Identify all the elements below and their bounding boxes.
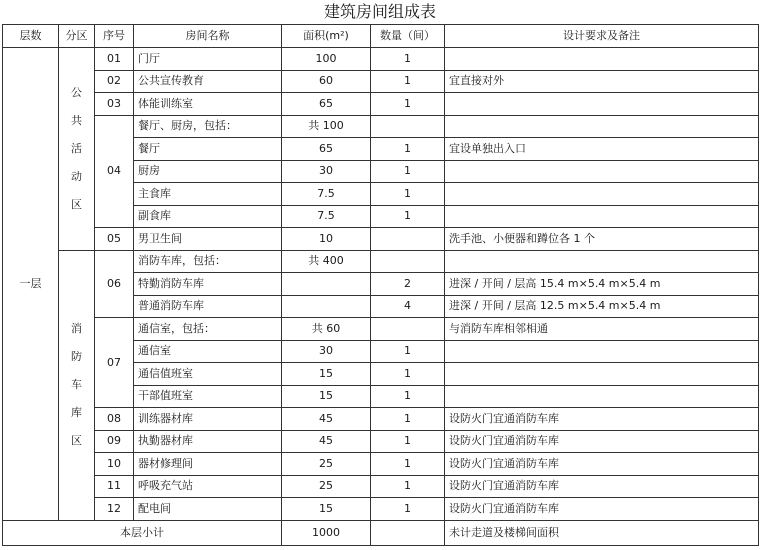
- room-cell: 通信室，包括：: [134, 318, 282, 341]
- area-cell: 45: [282, 408, 371, 431]
- req-cell: 设防火门宜通消防车库: [445, 475, 759, 498]
- room-cell: 特勤消防车库: [134, 273, 282, 296]
- area-cell: 共 60: [282, 318, 371, 341]
- req-cell: [445, 385, 759, 408]
- count-cell: 1: [371, 138, 445, 161]
- seq-cell: 12: [95, 498, 134, 521]
- area-cell: 15: [282, 385, 371, 408]
- table-row: [3, 408, 759, 431]
- room-cell: 训练器材库: [134, 408, 282, 431]
- req-cell: 设防火门宜通消防车库: [445, 408, 759, 431]
- req-cell: 进深 / 开间 / 层高 12.5 m×5.4 m×5.4 m: [445, 295, 759, 318]
- room-cell: 餐厅、厨房，包括：: [134, 115, 282, 138]
- room-table: [2, 24, 759, 546]
- header-count: 数量（间）: [371, 25, 445, 48]
- total-count: [371, 520, 445, 545]
- req-cell: 设防火门宜通消防车库: [445, 430, 759, 453]
- req-cell: [445, 115, 759, 138]
- area-cell: 100: [282, 48, 371, 71]
- room-cell: 通信室: [134, 340, 282, 363]
- room-cell: 干部值班室: [134, 385, 282, 408]
- area-cell: 15: [282, 363, 371, 386]
- seq-cell: 08: [95, 408, 134, 431]
- header-area: 面积(m²): [282, 25, 371, 48]
- room-cell: 主食库: [134, 183, 282, 206]
- room-cell: 厨房: [134, 160, 282, 183]
- table-row: [3, 70, 759, 93]
- room-cell: 呼吸充气站: [134, 475, 282, 498]
- req-cell: 设防火门宜通消防车库: [445, 498, 759, 521]
- count-cell: 1: [371, 363, 445, 386]
- room-cell: 体能训练室: [134, 93, 282, 116]
- area-cell: 10: [282, 228, 371, 251]
- area-cell: 25: [282, 475, 371, 498]
- table-row: [3, 115, 759, 138]
- req-cell: 宜直接对外: [445, 70, 759, 93]
- seq-cell: 05: [95, 228, 134, 251]
- total-row: [3, 520, 759, 545]
- req-cell: [445, 48, 759, 71]
- table-row: [3, 498, 759, 521]
- count-cell: 1: [371, 70, 445, 93]
- room-cell: 公共宣传教育: [134, 70, 282, 93]
- total-label: 本层小计: [3, 520, 282, 545]
- header-room: 房间名称: [134, 25, 282, 48]
- seq-cell: 01: [95, 48, 134, 71]
- room-cell: 普通消防车库: [134, 295, 282, 318]
- seq-cell: 04: [95, 115, 134, 228]
- area-cell: 共 100: [282, 115, 371, 138]
- seq-cell: 09: [95, 430, 134, 453]
- count-cell: 4: [371, 295, 445, 318]
- count-cell: [371, 318, 445, 341]
- count-cell: 1: [371, 408, 445, 431]
- area-cell: 60: [282, 70, 371, 93]
- seq-cell: 06: [95, 250, 134, 318]
- page-title: 建筑房间组成表: [323, 2, 436, 21]
- area-cell: 25: [282, 453, 371, 476]
- area-cell: 30: [282, 160, 371, 183]
- req-cell: [445, 160, 759, 183]
- req-cell: [445, 363, 759, 386]
- table-row: [3, 430, 759, 453]
- room-cell: 副食库: [134, 205, 282, 228]
- room-cell: 消防车库，包括：: [134, 250, 282, 273]
- table-row: [3, 93, 759, 116]
- room-cell: 器材修理间: [134, 453, 282, 476]
- seq-cell: 10: [95, 453, 134, 476]
- count-cell: 1: [371, 183, 445, 206]
- table-row: [3, 228, 759, 251]
- count-cell: 1: [371, 340, 445, 363]
- req-cell: [445, 250, 759, 273]
- floor-cell: 一层: [3, 48, 59, 521]
- seq-cell: 03: [95, 93, 134, 116]
- zone-fire-cell: 消 防 车 库 区: [59, 250, 95, 520]
- area-cell: 7.5: [282, 183, 371, 206]
- count-cell: 1: [371, 475, 445, 498]
- req-cell: 设防火门宜通消防车库: [445, 453, 759, 476]
- area-cell: 30: [282, 340, 371, 363]
- area-cell: 15: [282, 498, 371, 521]
- count-cell: 1: [371, 160, 445, 183]
- seq-cell: 07: [95, 318, 134, 408]
- table-row: [3, 475, 759, 498]
- area-cell: [282, 273, 371, 296]
- header-req: 设计要求及备注: [445, 25, 759, 48]
- area-cell: 65: [282, 93, 371, 116]
- area-cell: 7.5: [282, 205, 371, 228]
- table-row: [3, 453, 759, 476]
- req-cell: [445, 205, 759, 228]
- room-cell: 餐厅: [134, 138, 282, 161]
- count-cell: 1: [371, 205, 445, 228]
- area-cell: [282, 295, 371, 318]
- req-cell: 与消防车库相邻相通: [445, 318, 759, 341]
- room-cell: 门厅: [134, 48, 282, 71]
- total-req: 未计走道及楼梯间面积: [445, 520, 759, 545]
- area-cell: 共 400: [282, 250, 371, 273]
- header-floor: 层数: [3, 25, 59, 48]
- req-cell: [445, 340, 759, 363]
- count-cell: [371, 250, 445, 273]
- req-cell: [445, 93, 759, 116]
- count-cell: 2: [371, 273, 445, 296]
- total-area: 1000: [282, 520, 371, 545]
- table-row: [3, 250, 759, 273]
- req-cell: 洗手池、小便器和蹲位各 1 个: [445, 228, 759, 251]
- seq-cell: 02: [95, 70, 134, 93]
- req-cell: 进深 / 开间 / 层高 15.4 m×5.4 m×5.4 m: [445, 273, 759, 296]
- area-cell: 65: [282, 138, 371, 161]
- seq-cell: 11: [95, 475, 134, 498]
- count-cell: [371, 115, 445, 138]
- count-cell: 1: [371, 48, 445, 71]
- count-cell: [371, 228, 445, 251]
- count-cell: 1: [371, 453, 445, 476]
- req-cell: 宜设单独出入口: [445, 138, 759, 161]
- area-cell: 45: [282, 430, 371, 453]
- header-zone: 分区: [59, 25, 95, 48]
- zone-public-cell: 公 共 活 动 区: [59, 48, 95, 251]
- count-cell: 1: [371, 93, 445, 116]
- count-cell: 1: [371, 430, 445, 453]
- header-seq: 序号: [95, 25, 134, 48]
- count-cell: 1: [371, 498, 445, 521]
- room-cell: 通信值班室: [134, 363, 282, 386]
- header-row: [3, 25, 759, 48]
- room-cell: 执勤器材库: [134, 430, 282, 453]
- count-cell: 1: [371, 385, 445, 408]
- room-cell: 配电间: [134, 498, 282, 521]
- table-row: [3, 48, 759, 71]
- room-cell: 男卫生间: [134, 228, 282, 251]
- req-cell: [445, 183, 759, 206]
- table-row: [3, 318, 759, 341]
